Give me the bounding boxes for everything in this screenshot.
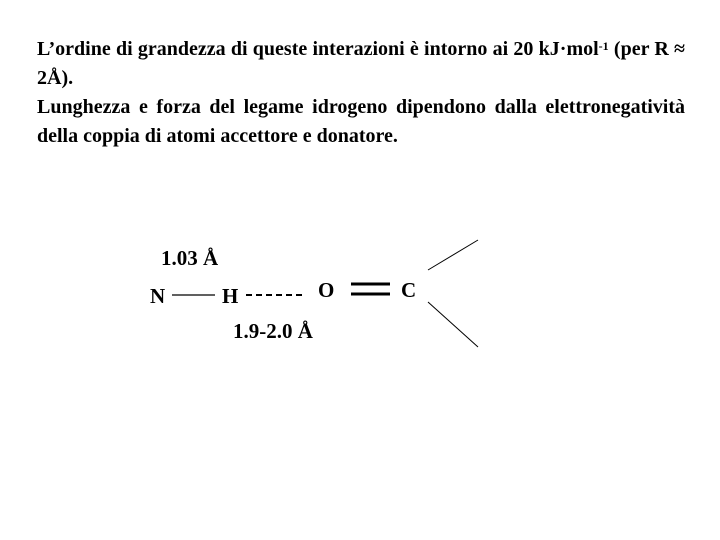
energy-text: L’ordine di grandezza di queste interazioni è intorno ai 20 kJ·mol xyxy=(37,38,599,60)
atom-n-label: N xyxy=(150,284,166,308)
atom-o-label: O xyxy=(318,278,335,302)
unit-exponent: -1 xyxy=(598,39,609,53)
atom-c-label: C xyxy=(401,278,417,302)
ho-distance-label: 1.9-2.0 Å xyxy=(233,319,313,343)
atom-h-label: H xyxy=(222,284,239,308)
distance-note: (per R ≈ 2Å). xyxy=(37,38,685,89)
c-upper-substituent-bond xyxy=(428,240,478,270)
c-lower-substituent-bond xyxy=(428,302,478,347)
nh-distance-label: 1.03 Å xyxy=(161,246,219,270)
paragraph-bond-dependence: Lunghezza e forza del legame idrogeno dipendono dalla elettronegatività della coppia di atomi accettore e donatore. xyxy=(37,96,685,147)
